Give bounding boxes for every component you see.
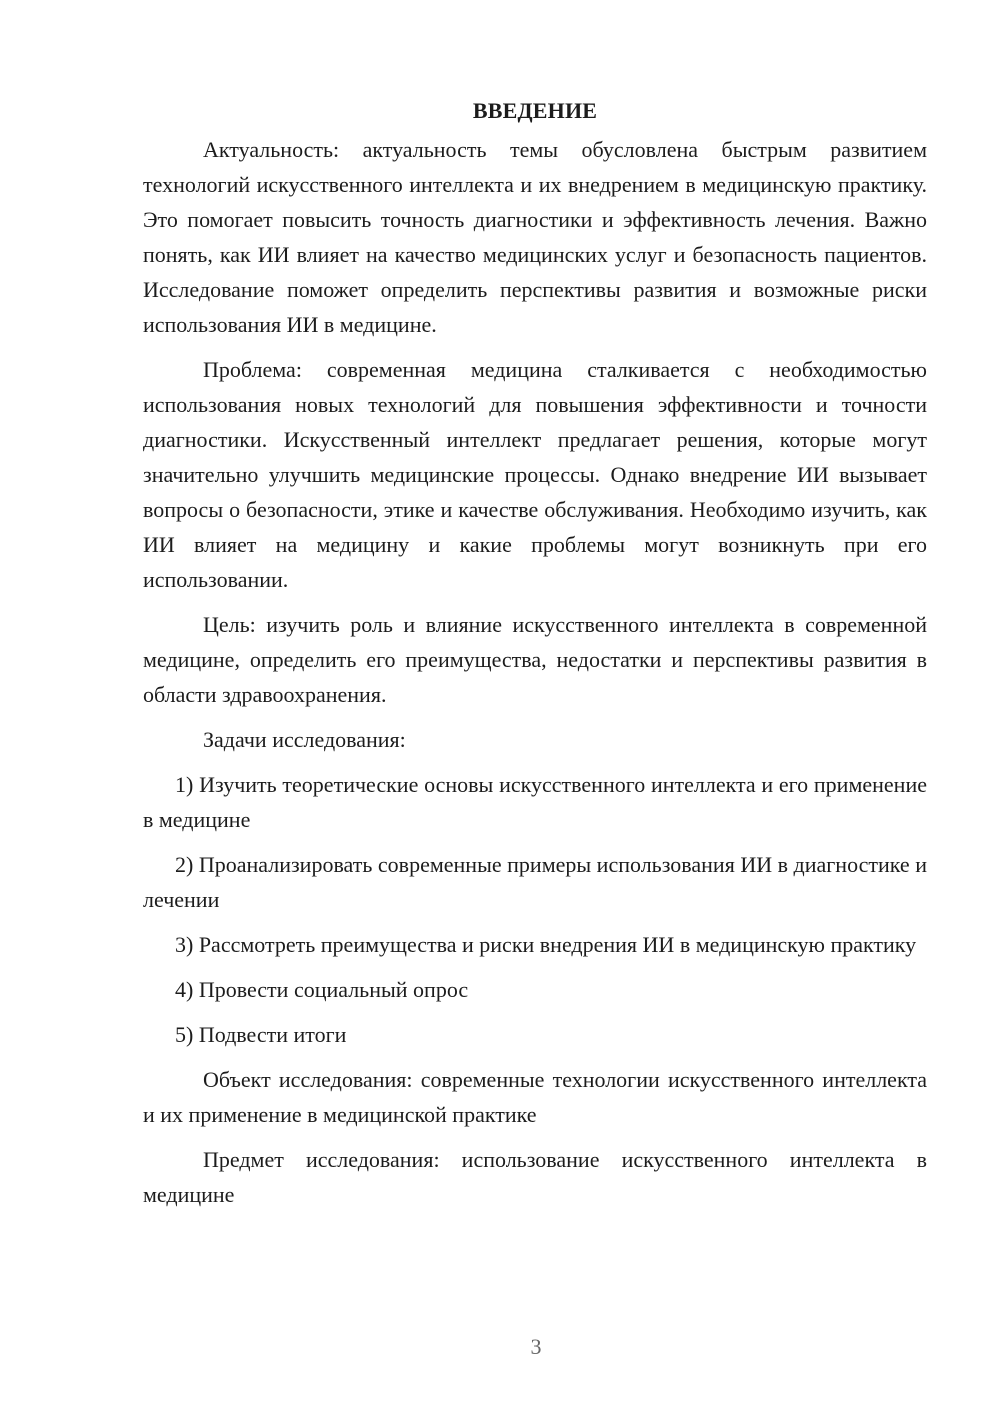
object-paragraph: Объект исследования: современные технологии искусственного интеллекта и их применение в медицинской практике xyxy=(143,1067,927,1127)
task-item-3: 3) Рассмотреть преимущества и риски внедрения ИИ в медицинскую практику xyxy=(175,932,917,957)
document-page xyxy=(143,96,927,1222)
page-number: 3 xyxy=(530,1334,542,1359)
task-item-1: 1) Изучить теоретические основы искусственного интеллекта и его применение в медицине xyxy=(143,772,927,832)
task-item-5: 5) Подвести итоги xyxy=(175,1022,347,1047)
problem-paragraph: Проблема: современная медицина сталкивается с необходимостью использования новых технологий для повышения эффективности и точности диагностики. Искусственный интеллект предлагает решения, которые могут значительно улучшить медицинские процессы. Однако внедрение ИИ вызывает вопросы о безопасности, этике и качестве обслуживания. Необходимо изучить, как ИИ влияет на медицину и какие проблемы могут возникнуть при его использовании. xyxy=(143,357,927,592)
task-item-4: 4) Провести социальный опрос xyxy=(175,977,469,1002)
page-title: ВВЕДЕНИЕ xyxy=(472,98,598,123)
relevance-paragraph: Актуальность: актуальность темы обусловлена быстрым развитием технологий искусственного интеллекта и их внедрением в медицинскую практику. Это помогает повысить точность диагностики и эффективность лечения. Важно понять, как ИИ влияет на качество медицинских услуг и безопасность пациентов. Исследование поможет определить перспективы развития и возможные риски использования ИИ в медицине. xyxy=(143,137,927,337)
task-item-2: 2) Проанализировать современные примеры использования ИИ в диагностике и лечении xyxy=(143,852,927,912)
tasks-heading: Задачи исследования: xyxy=(203,727,406,752)
subject-paragraph: Предмет исследования: использование искусственного интеллекта в медицине xyxy=(143,1147,927,1207)
goal-paragraph: Цель: изучить роль и влияние искусственного интеллекта в современной медицине, определить его преимущества, недостатки и перспективы развития в области здравоохранения. xyxy=(143,612,927,707)
